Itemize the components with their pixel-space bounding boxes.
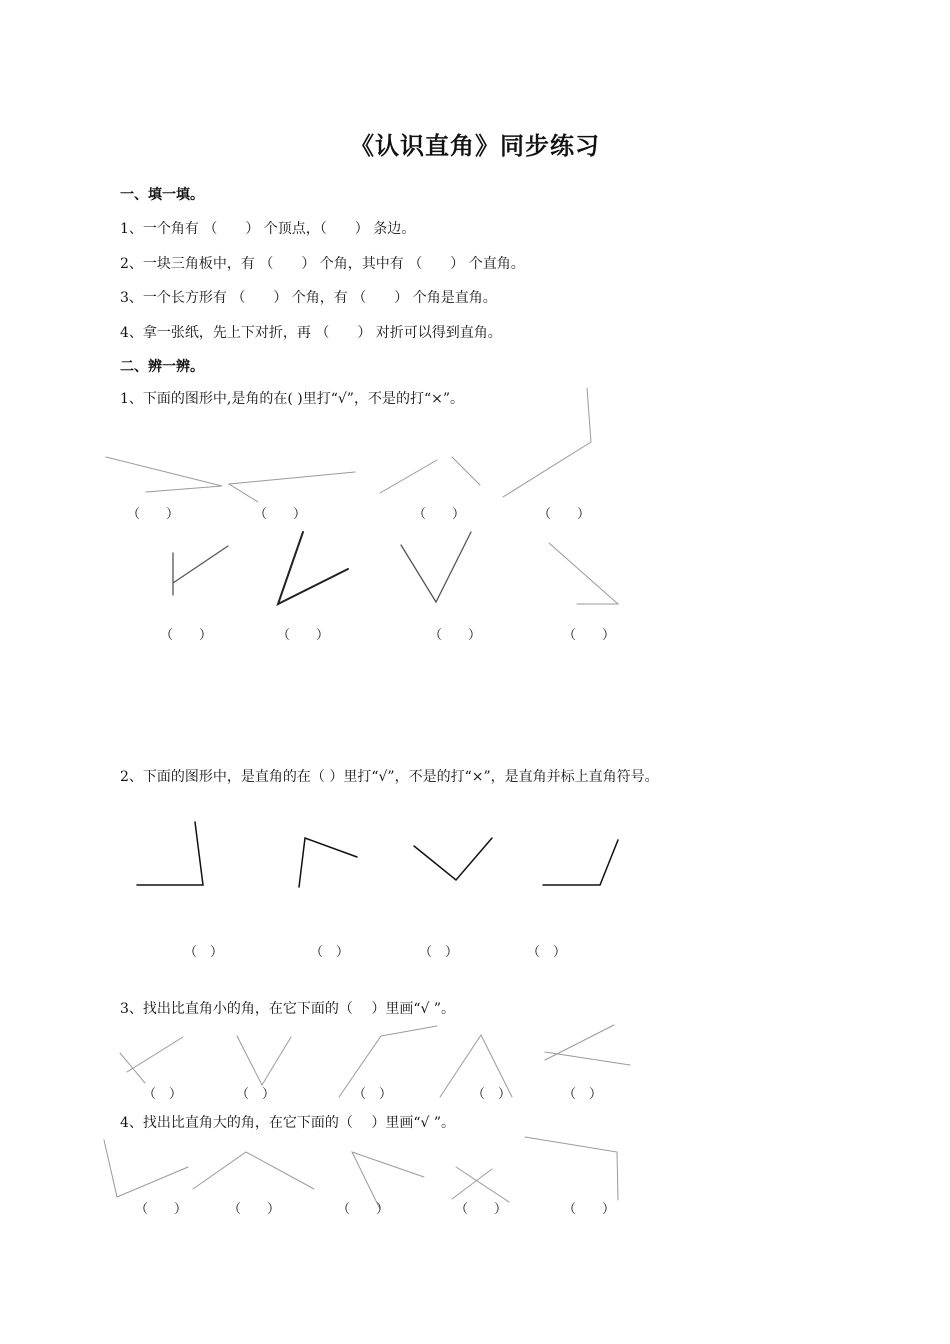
- q3-answer-box-1[interactable]: （ ）: [143, 1087, 183, 1102]
- q1-figure-7: [401, 532, 471, 602]
- q1-figure-2: [229, 472, 355, 502]
- fill-question-3: 3、一个长方形有 （ ） 个角，有 （ ） 个角是直角。: [120, 290, 497, 306]
- q4-answer-box-5[interactable]: （ ）: [563, 1202, 616, 1217]
- fill-question-1: 1、一个角有 （ ） 个顶点，（ ） 条边。: [120, 221, 416, 237]
- q2-answer-box-1[interactable]: （ ）: [184, 945, 224, 960]
- q3-answer-box-4[interactable]: （ ）: [472, 1087, 512, 1102]
- q3-answer-box-3[interactable]: （ ）: [353, 1087, 393, 1102]
- q1-answer-box-3[interactable]: （ ）: [413, 507, 466, 522]
- q1-figure-8: [549, 543, 618, 604]
- q2-answer-box-3[interactable]: （ ）: [419, 945, 459, 960]
- judge-question-3: 3、找出比直角小的角，在它下面的（ ）里画“√ ”。: [120, 1001, 456, 1017]
- q4-answer-box-3[interactable]: （ ）: [337, 1202, 390, 1217]
- q1-answer-box-7[interactable]: （ ）: [429, 628, 482, 643]
- q1-answer-box-2[interactable]: （ ）: [254, 507, 307, 522]
- q1-figure-5: [173, 546, 228, 595]
- q1-figure-4: [503, 388, 591, 497]
- q1-answer-box-8[interactable]: （ ）: [563, 628, 616, 643]
- q3-answer-box-5[interactable]: （ ）: [563, 1087, 603, 1102]
- q2-figure-1: [137, 822, 203, 885]
- q4-answer-box-2[interactable]: （ ）: [228, 1202, 281, 1217]
- q4-figure-5: [525, 1137, 618, 1200]
- q3-figure-1: [120, 1037, 183, 1083]
- q1-answer-box-5[interactable]: （ ）: [160, 628, 213, 643]
- judge-question-1: 1、下面的图形中,是角的在( )里打“√”，不是的打“×”。: [120, 391, 465, 407]
- q2-answer-box-2[interactable]: （ ）: [310, 945, 350, 960]
- q3-figure-5: [545, 1025, 630, 1065]
- page-title: 《认识直角》同步练习: [350, 131, 600, 160]
- section-2-heading: 二、辨一辨。: [120, 359, 204, 375]
- q4-figure-1: [104, 1140, 188, 1197]
- q4-figure-4: [452, 1167, 509, 1202]
- q2-figure-2: [299, 838, 357, 887]
- q3-answer-box-2[interactable]: （ ）: [236, 1087, 276, 1102]
- q1-figure-6: [278, 532, 348, 604]
- q1-figure-3: [380, 457, 480, 493]
- q1-answer-box-4[interactable]: （ ）: [538, 507, 591, 522]
- fill-question-4: 4、拿一张纸，先上下对折，再 （ ） 对折可以得到直角。: [120, 325, 502, 341]
- q4-answer-box-1[interactable]: （ ）: [135, 1202, 188, 1217]
- q1-answer-box-1[interactable]: （ ）: [127, 507, 180, 522]
- q1-answer-box-6[interactable]: （ ）: [277, 628, 330, 643]
- judge-question-4: 4、找出比直角大的角，在它下面的（ ）里画“√ ”。: [120, 1115, 456, 1131]
- q2-answer-box-4[interactable]: （ ）: [527, 945, 567, 960]
- q2-figure-4: [543, 840, 618, 885]
- q1-figure-1: [106, 457, 222, 492]
- section-1-heading: 一、填一填。: [120, 187, 204, 203]
- q3-figure-2: [237, 1036, 291, 1085]
- fill-question-2: 2、一块三角板中，有 （ ） 个角，其中有 （ ） 个直角。: [120, 256, 525, 272]
- judge-question-2: 2、下面的图形中，是直角的在（ ）里打“√”，不是的打“×”，是直角并标上直角符号。: [120, 769, 659, 785]
- q2-figure-3: [414, 838, 492, 880]
- q4-answer-box-4[interactable]: （ ）: [455, 1202, 508, 1217]
- q4-figure-2: [193, 1152, 314, 1189]
